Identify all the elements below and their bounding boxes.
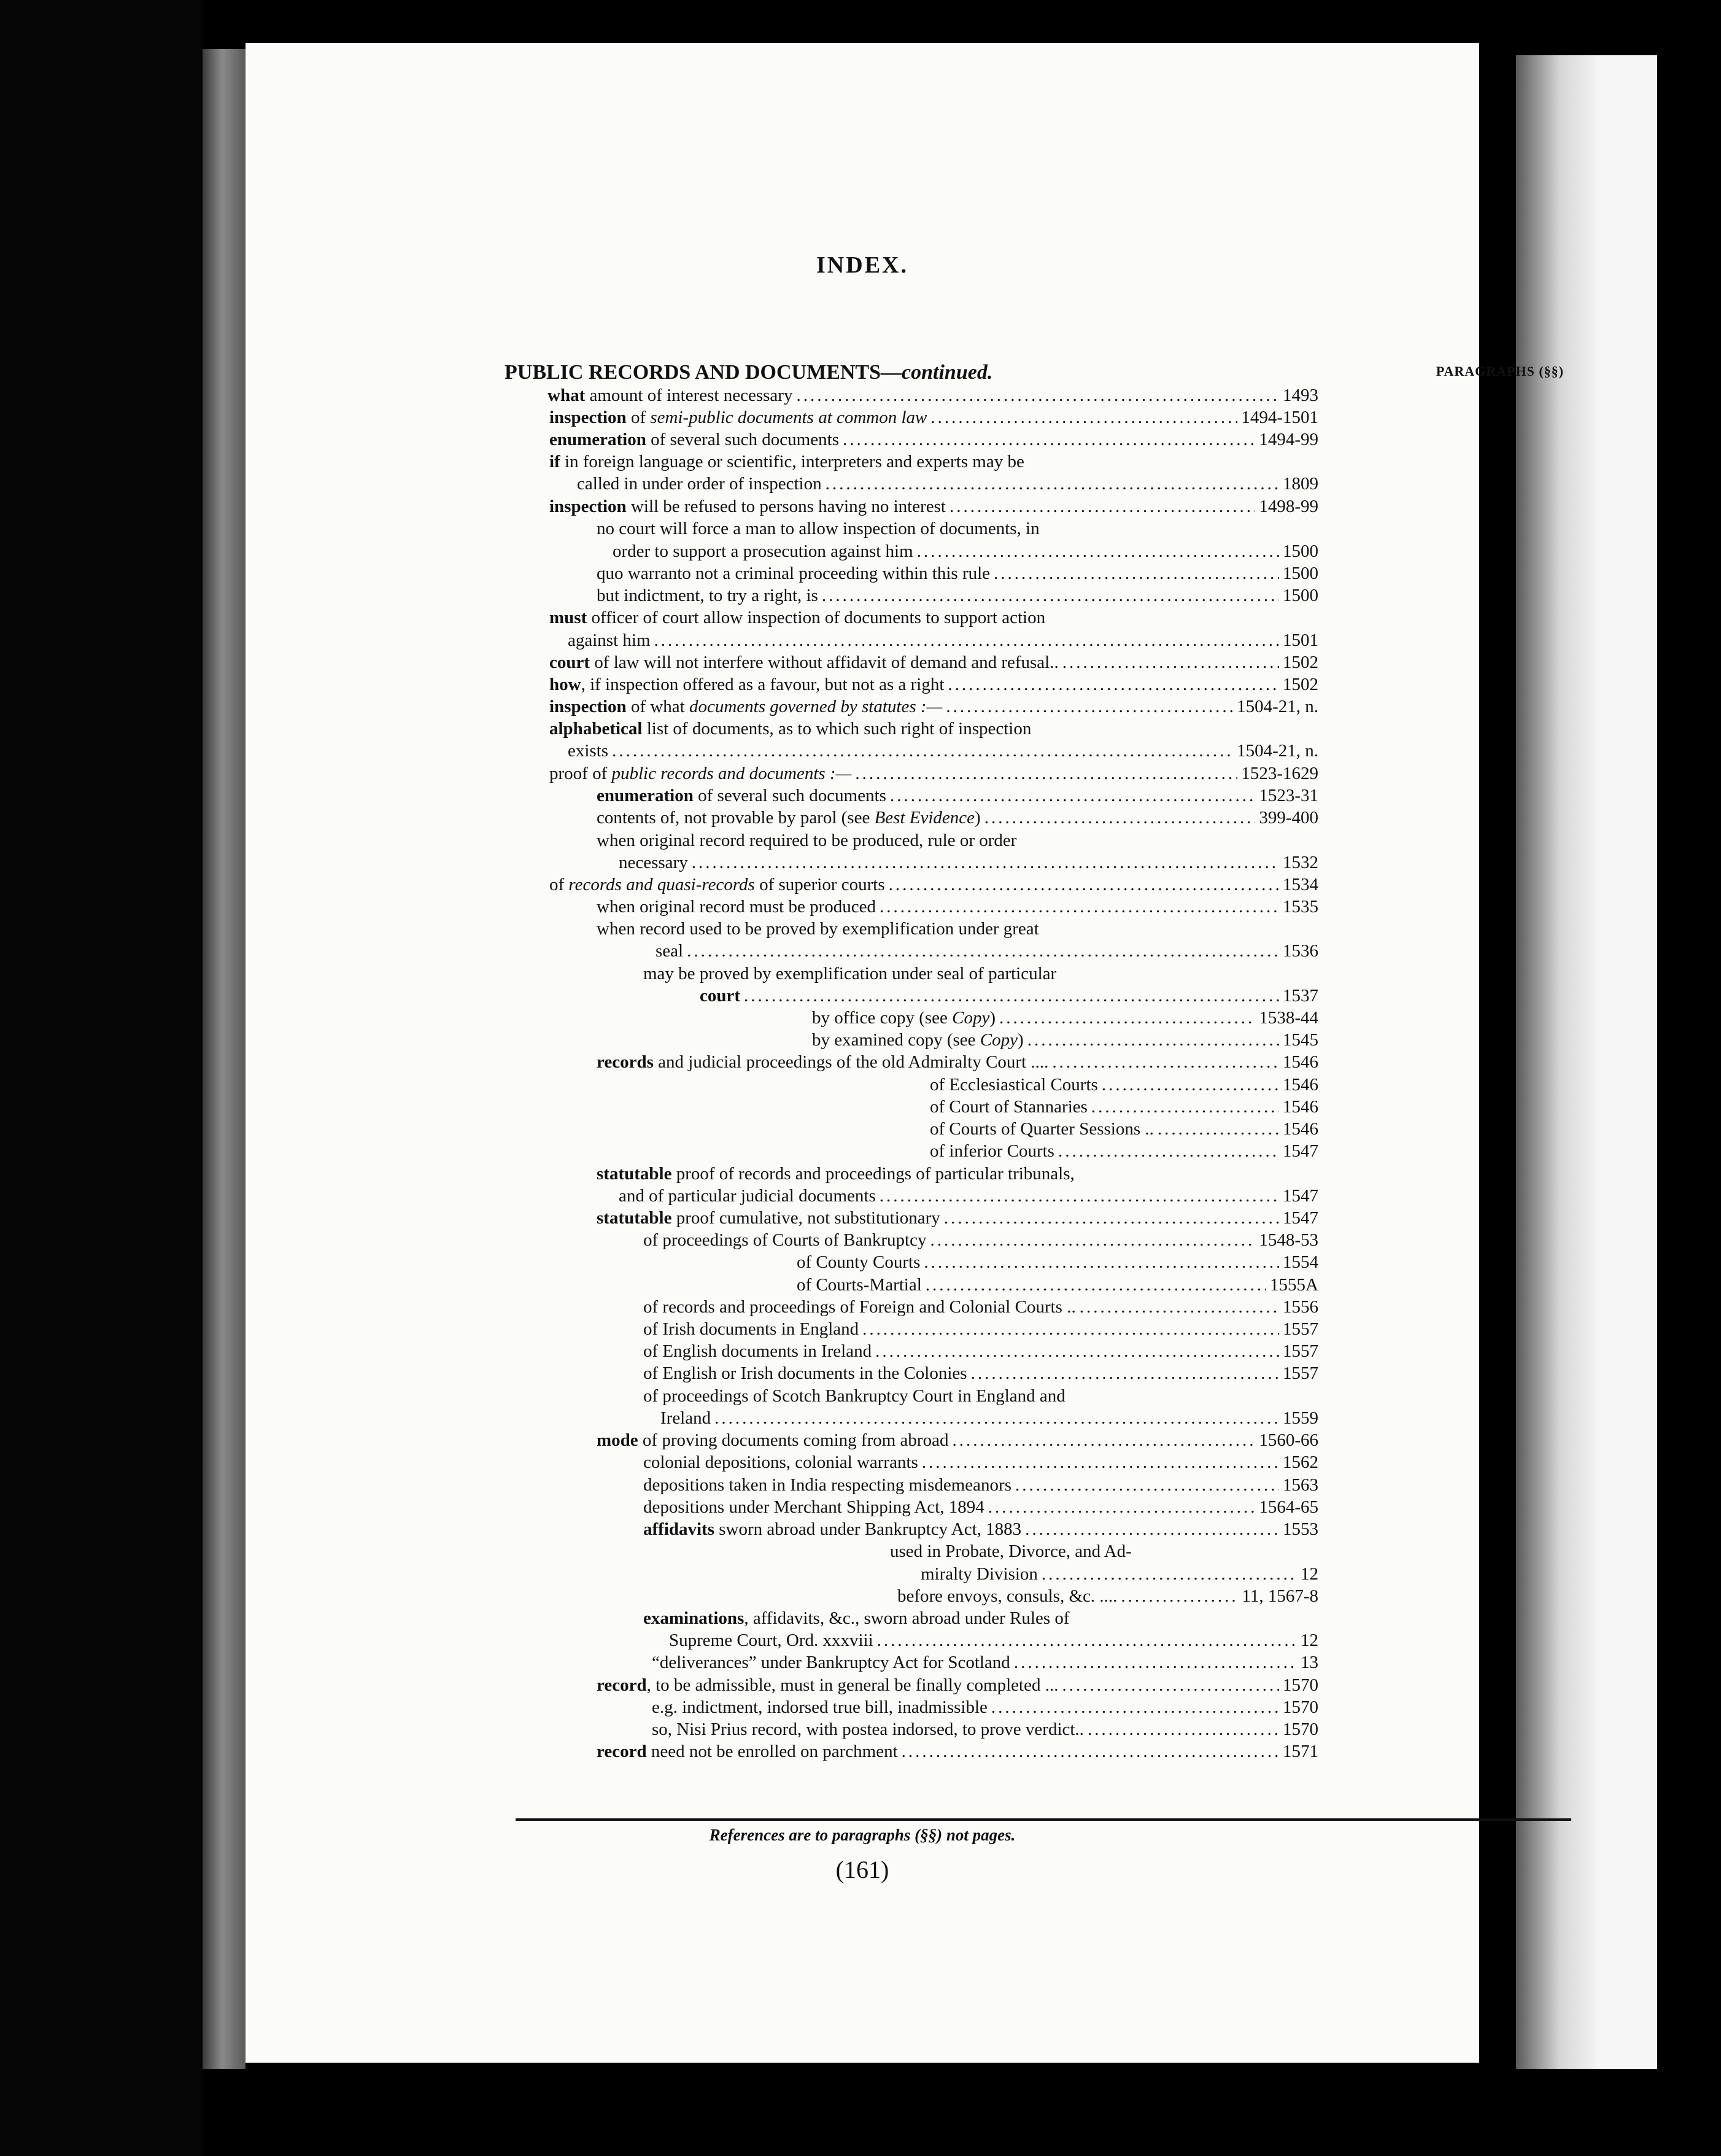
leader-dots xyxy=(889,874,1279,896)
index-entry xyxy=(643,1296,1318,1318)
entry-text: court of law will not interfere without affidavit of demand and refusal.. xyxy=(549,653,1059,672)
paragraph-reference: 1809 xyxy=(1283,474,1318,494)
entry-text: inspection of semi-public documents at common law xyxy=(549,408,927,427)
entry-text: quo warranto not a criminal proceeding within this rule xyxy=(597,564,991,583)
index-entry xyxy=(921,1563,1318,1585)
entry-text: depositions under Merchant Shipping Act, 1894 xyxy=(643,1497,984,1517)
index-entry xyxy=(577,473,1318,495)
leader-dots xyxy=(948,673,1279,696)
paragraph-reference: 1498-99 xyxy=(1259,497,1318,516)
leader-dots xyxy=(926,1274,1266,1296)
index-entry xyxy=(797,1274,1318,1296)
index-entry xyxy=(652,1696,1318,1718)
index-entry xyxy=(597,1207,1318,1229)
index-entry xyxy=(597,518,1040,540)
index-entry xyxy=(597,807,1318,829)
paragraph-reference: 1547 xyxy=(1283,1208,1318,1228)
leader-dots xyxy=(826,473,1279,495)
paragraph-reference: 1562 xyxy=(1283,1452,1318,1472)
paragraph-reference: 1557 xyxy=(1283,1363,1318,1383)
entry-text: Ireland xyxy=(660,1408,711,1428)
paragraph-reference: 1504-21, n. xyxy=(1237,697,1318,716)
entry-text: seal xyxy=(656,941,684,961)
entry-text: order to support a prosecution against him xyxy=(613,541,913,561)
entry-text: of proceedings of Scotch Bankruptcy Court in England and xyxy=(643,1386,1065,1406)
leader-dots xyxy=(1088,1718,1279,1740)
entry-text: of records and proceedings of Foreign and Colonial Courts .. xyxy=(643,1297,1076,1317)
index-entry xyxy=(597,1163,1075,1185)
index-entry xyxy=(549,651,1318,673)
entry-text: contents of, not provable by parol (see Best Evidence) xyxy=(597,808,981,828)
paragraph-reference: 1493 xyxy=(1283,386,1318,405)
index-entry xyxy=(597,584,1318,607)
entry-text: how, if inspection offered as a favour, but not as a right xyxy=(549,675,945,694)
entry-text: inspection of what documents governed by statutes :— xyxy=(549,697,943,716)
leader-dots xyxy=(654,629,1279,651)
leader-dots xyxy=(692,851,1279,874)
index-entry xyxy=(597,918,1039,940)
footer-note: References are to paragraphs (§§) not pages. xyxy=(709,1826,1016,1844)
paragraph-reference: 1501 xyxy=(1283,630,1318,650)
entry-text: called in under order of inspection xyxy=(577,474,822,494)
entry-text: if in foreign language or scientific, interpreters and experts may be xyxy=(549,452,1024,471)
entry-text: by office copy (see Copy) xyxy=(812,1008,996,1028)
leader-dots xyxy=(796,384,1279,406)
leader-dots xyxy=(946,696,1233,718)
entry-text: of English documents in Ireland xyxy=(643,1341,872,1361)
entry-text: alphabetical list of documents, as to which such right of inspection xyxy=(549,719,1032,739)
index-entry xyxy=(568,740,1318,762)
paragraph-reference: 1547 xyxy=(1283,1186,1318,1206)
entry-text: proof of public records and documents :— xyxy=(549,764,852,783)
index-entry xyxy=(549,451,1024,473)
paragraph-reference: 11, 1567-8 xyxy=(1242,1586,1318,1606)
index-entry xyxy=(597,829,1016,851)
index-entry xyxy=(549,495,1318,518)
leader-dots xyxy=(1062,651,1279,673)
leader-dots xyxy=(855,762,1237,785)
leader-dots xyxy=(922,1451,1279,1473)
leader-dots xyxy=(949,495,1255,518)
entry-text: of Irish documents in England xyxy=(643,1319,859,1339)
index-entry xyxy=(597,896,1318,918)
index-entry xyxy=(643,1318,1318,1340)
index-entry xyxy=(643,1340,1318,1362)
index-entry xyxy=(549,718,1031,740)
index-entry xyxy=(930,1118,1318,1140)
index-entry xyxy=(549,696,1318,718)
paragraph-reference: 12 xyxy=(1301,1564,1318,1584)
entry-text: affidavits sworn abroad under Bankruptcy Act, 1883 xyxy=(643,1519,1022,1539)
leader-dots xyxy=(924,1251,1279,1273)
leader-dots xyxy=(880,1185,1279,1207)
leader-dots xyxy=(999,1007,1255,1029)
paragraph-reference: 1545 xyxy=(1283,1030,1318,1050)
entry-text: against him xyxy=(568,630,651,650)
entry-text: must officer of court allow inspection of documents to support action xyxy=(549,608,1046,627)
paragraph-reference: 1532 xyxy=(1283,853,1318,872)
index-entry xyxy=(549,673,1318,696)
entry-text: used in Probate, Divorce, and Ad- xyxy=(890,1541,1132,1561)
entry-text: what amount of interest necessary xyxy=(547,386,793,405)
paragraph-reference: 1502 xyxy=(1283,653,1318,672)
paragraph-reference: 1571 xyxy=(1283,1742,1318,1761)
leader-dots xyxy=(1014,1651,1297,1673)
leader-dots xyxy=(1058,1140,1279,1162)
paragraph-reference: 1546 xyxy=(1283,1052,1318,1072)
entry-text: of English or Irish documents in the Colonies xyxy=(643,1363,967,1383)
entry-text: may be proved by exemplification under seal of particular xyxy=(643,964,1057,983)
leader-dots xyxy=(930,1229,1255,1251)
leader-dots xyxy=(1121,1585,1238,1607)
entry-text: statutable proof of records and proceedings of particular tribunals, xyxy=(597,1164,1075,1184)
index-entry xyxy=(643,1607,1070,1629)
leader-dots xyxy=(862,1318,1279,1340)
paragraph-reference: 1500 xyxy=(1283,541,1318,561)
page-title: INDEX. xyxy=(816,252,908,278)
leader-dots xyxy=(984,807,1256,829)
index-entry xyxy=(700,985,1318,1007)
index-entry xyxy=(547,384,1318,406)
index-entry xyxy=(643,963,1056,985)
paragraph-reference: 12 xyxy=(1301,1631,1318,1650)
paragraph-reference: 1494-1501 xyxy=(1241,408,1318,427)
paragraph-reference: 1535 xyxy=(1283,897,1318,917)
leader-dots xyxy=(877,1629,1297,1651)
leader-dots xyxy=(1102,1074,1279,1096)
index-entry xyxy=(597,1429,1318,1451)
entry-text: by examined copy (see Copy) xyxy=(812,1030,1024,1050)
page-number: (161) xyxy=(835,1856,889,1883)
index-entry xyxy=(549,762,1318,785)
paragraph-reference: 1553 xyxy=(1283,1519,1318,1539)
leader-dots xyxy=(944,1207,1279,1229)
index-entry xyxy=(549,607,1045,629)
entry-text: colonial depositions, colonial warrants xyxy=(643,1452,918,1472)
section-heading xyxy=(505,361,992,384)
index-entry xyxy=(643,1451,1318,1473)
leader-dots xyxy=(1052,1051,1279,1073)
leader-dots xyxy=(687,940,1279,962)
entry-text: exists xyxy=(568,741,609,761)
paragraph-reference: 1500 xyxy=(1283,586,1318,605)
entry-text: enumeration of several such documents xyxy=(597,786,886,805)
paragraph-reference: 13 xyxy=(1301,1653,1318,1672)
leader-dots xyxy=(714,1407,1279,1429)
index-entry xyxy=(549,428,1318,451)
leader-dots xyxy=(744,985,1279,1007)
entry-text: necessary xyxy=(619,853,688,872)
adjacent-page-edge xyxy=(1516,55,1596,2069)
index-entry xyxy=(930,1140,1318,1162)
index-entry xyxy=(669,1629,1318,1651)
index-entry xyxy=(660,1407,1318,1429)
paragraph-reference: 1523-1629 xyxy=(1241,764,1318,783)
index-entry xyxy=(597,1674,1318,1696)
index-entry xyxy=(930,1096,1318,1118)
entry-text: record, to be admissible, must in general be finally completed ... xyxy=(597,1675,1059,1695)
index-entry xyxy=(652,1651,1318,1673)
entry-text: when record used to be proved by exemplification under great xyxy=(597,919,1039,939)
paragraph-reference: 1570 xyxy=(1283,1675,1318,1695)
leader-dots xyxy=(1027,1029,1279,1051)
index-entry xyxy=(890,1540,1132,1562)
paragraph-reference: 1564-65 xyxy=(1259,1497,1318,1517)
entry-text: but indictment, to try a right, is xyxy=(597,586,818,605)
index-entry xyxy=(643,1518,1318,1540)
paragraph-reference: 399-400 xyxy=(1259,808,1318,828)
paragraph-reference: 1523-31 xyxy=(1259,786,1318,805)
entry-text: examinations, affidavits, &c., sworn abroad under Rules of xyxy=(643,1608,1070,1628)
entry-text: of County Courts xyxy=(797,1252,921,1272)
paragraph-reference: 1538-44 xyxy=(1259,1008,1318,1028)
entry-text: of inferior Courts xyxy=(930,1141,1054,1161)
scan-background-left xyxy=(0,0,203,2156)
entry-text: enumeration of several such documents xyxy=(549,430,839,449)
book-spine xyxy=(203,49,246,2069)
entry-text: before envoys, consuls, &c. .... xyxy=(897,1586,1118,1606)
index-entry xyxy=(643,1385,1065,1407)
index-entry xyxy=(812,1029,1318,1051)
paragraph-reference: 1570 xyxy=(1283,1720,1318,1739)
leader-dots xyxy=(1080,1296,1279,1318)
entry-text: records and judicial proceedings of the old Admiralty Court .... xyxy=(597,1052,1049,1072)
leader-dots xyxy=(1062,1674,1279,1696)
paragraph-reference: 1546 xyxy=(1283,1119,1318,1139)
entry-text: no court will force a man to allow inspection of documents, in xyxy=(597,519,1040,538)
index-entry xyxy=(643,1474,1318,1496)
adjacent-page xyxy=(1596,55,1657,2069)
leader-dots xyxy=(917,540,1279,562)
index-entry xyxy=(597,1051,1318,1073)
entry-text: of Courts-Martial xyxy=(797,1275,922,1295)
leader-dots xyxy=(843,428,1255,451)
paragraph-reference: 1546 xyxy=(1283,1097,1318,1117)
paragraph-reference: 1504-21, n. xyxy=(1237,741,1318,761)
leader-dots xyxy=(991,1696,1279,1718)
index-entry xyxy=(930,1074,1318,1096)
entry-text: of Court of Stannaries xyxy=(930,1097,1088,1117)
leader-dots xyxy=(952,1429,1255,1451)
index-entry xyxy=(568,629,1318,651)
entry-text: Supreme Court, Ord. xxxviii xyxy=(669,1631,873,1650)
index-entry xyxy=(549,874,1318,896)
paragraph-reference: 1500 xyxy=(1283,564,1318,583)
index-entry xyxy=(897,1585,1318,1607)
index-entry xyxy=(643,1229,1318,1251)
paragraph-reference: 1554 xyxy=(1283,1252,1318,1272)
index-entry xyxy=(643,1496,1318,1518)
paragraph-reference: 1494-99 xyxy=(1259,430,1318,449)
index-entry xyxy=(619,851,1318,874)
column-heading: PARAGRAPHS (§§) xyxy=(1436,363,1564,379)
paragraph-reference: 1548-53 xyxy=(1259,1230,1318,1250)
paragraph-reference: 1563 xyxy=(1283,1475,1318,1495)
entry-text: depositions taken in India respecting misdemeanors xyxy=(643,1475,1011,1495)
entry-text: so, Nisi Prius record, with postea indorsed, to prove verdict.. xyxy=(652,1720,1084,1739)
leader-dots xyxy=(994,562,1279,584)
leader-dots xyxy=(971,1362,1279,1384)
paragraph-reference: 1560-66 xyxy=(1259,1430,1318,1450)
leader-dots xyxy=(1025,1518,1279,1540)
entry-text: when original record must be produced xyxy=(597,897,876,917)
paragraph-reference: 1557 xyxy=(1283,1341,1318,1361)
leader-dots xyxy=(1158,1118,1279,1140)
entry-text: of Ecclesiastical Courts xyxy=(930,1075,1098,1095)
entry-text: of records and quasi-records of superior courts xyxy=(549,875,885,894)
leader-dots xyxy=(1091,1096,1279,1118)
section-heading-title: PUBLIC RECORDS AND DOCUMENTS xyxy=(505,361,881,384)
index-entry xyxy=(643,1362,1318,1384)
entry-text: record need not be enrolled on parchment xyxy=(597,1742,898,1761)
leader-dots xyxy=(880,896,1279,918)
leader-dots xyxy=(902,1740,1279,1762)
paragraph-reference: 1559 xyxy=(1283,1408,1318,1428)
entry-text: inspection will be refused to persons having no interest xyxy=(549,497,946,516)
paragraph-reference: 1556 xyxy=(1283,1297,1318,1317)
entry-text: “deliverances” under Bankruptcy Act for Scotland xyxy=(652,1653,1010,1672)
index-entry xyxy=(549,406,1318,428)
entry-text: of proceedings of Courts of Bankruptcy xyxy=(643,1230,927,1250)
leader-dots xyxy=(1042,1563,1297,1585)
index-entry xyxy=(597,785,1318,807)
index-entry xyxy=(619,1185,1318,1207)
leader-dots xyxy=(988,1496,1256,1518)
footer-rule xyxy=(516,1818,1571,1821)
entry-text: and of particular judicial documents xyxy=(619,1186,876,1206)
index-entry xyxy=(812,1007,1318,1029)
leader-dots xyxy=(1015,1474,1279,1496)
index-entry xyxy=(797,1251,1318,1273)
leader-dots xyxy=(875,1340,1279,1362)
paragraph-reference: 1502 xyxy=(1283,675,1318,694)
entry-text: when original record required to be produced, rule or order xyxy=(597,831,1017,850)
leader-dots xyxy=(930,406,1237,428)
entry-text: of Courts of Quarter Sessions .. xyxy=(930,1119,1154,1139)
entry-text: statutable proof cumulative, not substitutionary xyxy=(597,1208,940,1228)
index-entry xyxy=(656,940,1318,962)
index-entry xyxy=(597,1740,1318,1762)
paragraph-reference: 1570 xyxy=(1283,1697,1318,1717)
paragraph-reference: 1555A xyxy=(1270,1275,1318,1295)
leader-dots xyxy=(612,740,1233,762)
leader-dots xyxy=(890,785,1255,807)
entry-text: miralty Division xyxy=(921,1564,1038,1584)
paragraph-reference: 1534 xyxy=(1283,875,1318,894)
paragraph-reference: 1546 xyxy=(1283,1075,1318,1095)
paragraph-reference: 1547 xyxy=(1283,1141,1318,1161)
book-page xyxy=(246,43,1564,2063)
section-heading-continued: —continued. xyxy=(881,361,993,384)
paragraph-reference: 1536 xyxy=(1283,941,1318,961)
index-entry xyxy=(597,562,1318,584)
paragraph-reference: 1537 xyxy=(1283,986,1318,1006)
paragraph-reference: 1557 xyxy=(1283,1319,1318,1339)
index-entry xyxy=(652,1718,1318,1740)
index-entry xyxy=(613,540,1318,562)
entry-text: court xyxy=(700,986,741,1006)
leader-dots xyxy=(822,584,1279,607)
entry-text: mode of proving documents coming from abroad xyxy=(597,1430,949,1450)
section-heading-row xyxy=(505,361,1564,386)
entry-text: e.g. indictment, indorsed true bill, inadmissible xyxy=(652,1697,988,1717)
